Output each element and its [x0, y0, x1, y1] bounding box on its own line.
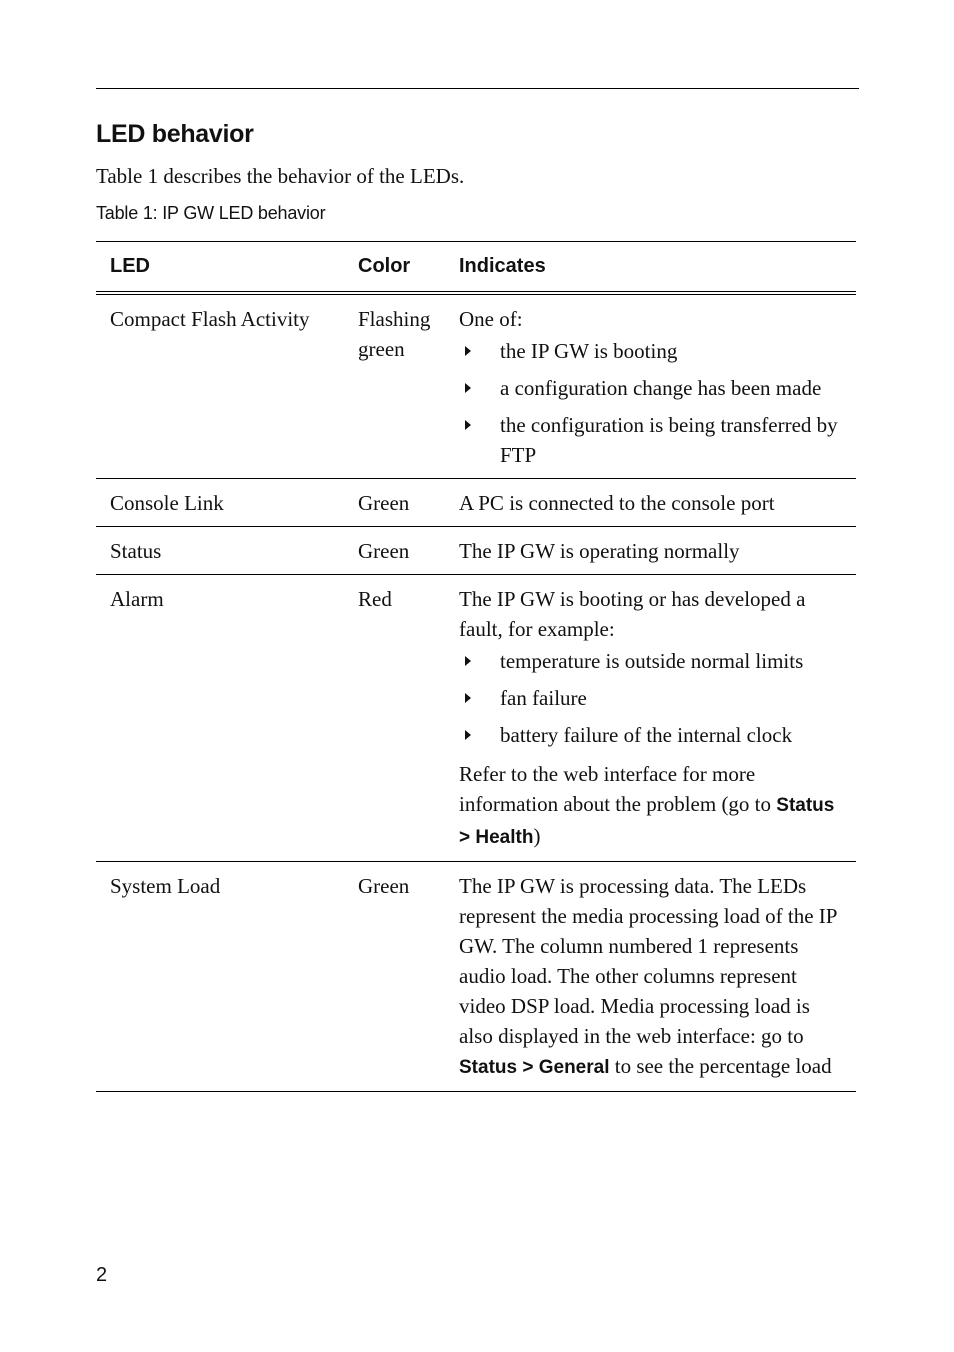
indicates-lead: The IP GW is booting or has developed a fault, for example:	[459, 587, 806, 641]
indicates-lead: The IP GW is operating normally	[459, 539, 740, 563]
led-name: Alarm	[96, 575, 344, 862]
led-color: Green	[344, 479, 445, 527]
ui-path-status-general: Status > General	[459, 1057, 610, 1078]
list-item: the IP GW is booting	[459, 336, 848, 366]
led-indicates	[445, 862, 856, 1092]
page-number: 2	[96, 1264, 108, 1286]
led-name: Status	[96, 527, 344, 575]
led-indicates	[445, 575, 856, 862]
indicates-list	[459, 646, 848, 750]
table-row	[96, 862, 856, 1092]
indicates-lead: One of:	[459, 307, 523, 331]
led-color: Green	[344, 527, 445, 575]
led-color: Green	[344, 862, 445, 1092]
table-row	[96, 527, 856, 575]
table-row	[96, 479, 856, 527]
led-indicates	[445, 479, 856, 527]
header-rule	[96, 88, 859, 89]
list-item: fan failure	[459, 683, 848, 713]
led-name: Compact Flash Activity	[96, 293, 344, 479]
header-led: LED	[96, 242, 344, 294]
table-row	[96, 575, 856, 862]
table-caption: Table 1: IP GW LED behavior	[96, 203, 326, 223]
indicates-lead: The IP GW is processing data. The LEDs represent the media processing load of the IP GW. The column numbered 1 represents audio load. The other columns represent video DSP load. Media processing load is also displayed in the web interface: go to Status > General to see the percentage load	[459, 874, 837, 1078]
ui-path-status-health: Status > Health	[459, 795, 835, 848]
arrow-bullet-icon	[465, 730, 471, 740]
header-color: Color	[344, 242, 445, 294]
intro-text: Table 1 describes the behavior of the LEDs.	[96, 164, 465, 188]
arrow-bullet-icon	[465, 383, 471, 393]
led-name: Console Link	[96, 479, 344, 527]
led-behavior-table	[96, 241, 856, 1092]
header-indicates: Indicates	[445, 242, 856, 294]
led-indicates	[445, 527, 856, 575]
indicates-list	[459, 336, 848, 470]
arrow-bullet-icon	[465, 346, 471, 356]
list-item: a configuration change has been made	[459, 373, 848, 403]
indicates-note: Refer to the web interface for more information about the problem (go to Status > Health)	[459, 762, 835, 848]
arrow-bullet-icon	[465, 420, 471, 430]
list-item: battery failure of the internal clock	[459, 720, 848, 750]
table-row	[96, 293, 856, 479]
led-name: System Load	[96, 862, 344, 1092]
arrow-bullet-icon	[465, 656, 471, 666]
list-item: temperature is outside normal limits	[459, 646, 848, 676]
table-header-row	[96, 242, 856, 294]
arrow-bullet-icon	[465, 693, 471, 703]
section-heading: LED behavior	[96, 120, 254, 148]
indicates-lead: A PC is connected to the console port	[459, 491, 775, 515]
led-color: Flashing green	[344, 293, 445, 479]
led-indicates	[445, 293, 856, 479]
list-item: the configuration is being transferred by FTP	[459, 410, 848, 470]
led-color: Red	[344, 575, 445, 862]
